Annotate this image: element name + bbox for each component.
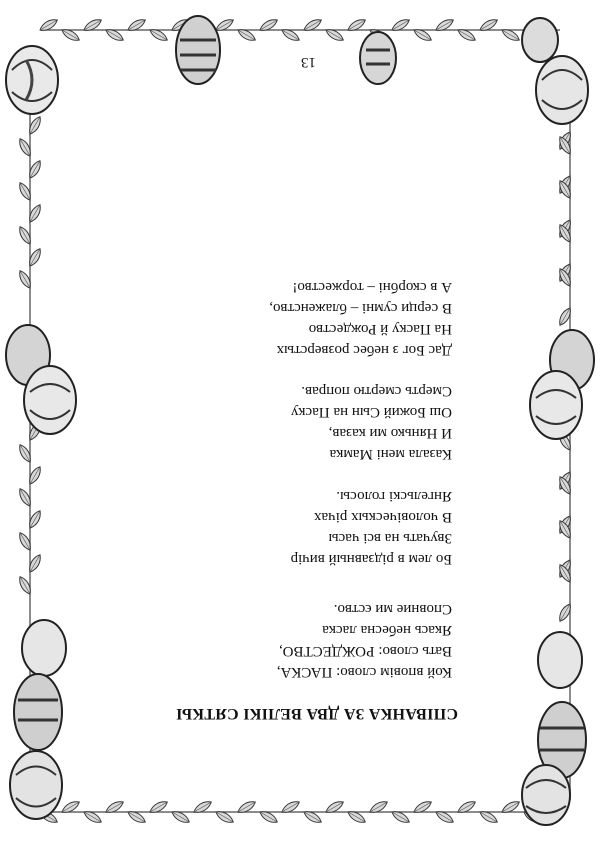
stanza [291, 485, 452, 569]
poem-line: Дас Бог з небес розверстых [276, 342, 452, 358]
poem-line: А в скорбні – торжество! [292, 279, 452, 295]
poem-line: В серци сумні – блаженство, [269, 300, 452, 316]
stanza [277, 598, 452, 682]
stanza [291, 380, 452, 464]
stanza [269, 276, 452, 360]
poem-line: Вать слово: РОЖДЕСТВО, [278, 643, 452, 659]
poem-line: Якась небесна ласка [322, 622, 452, 638]
page-number: 13 [301, 54, 316, 70]
poem-line: На Паску й Рождество [308, 321, 452, 337]
poem-line: Ош Божий Сын на Паску [290, 404, 452, 420]
poem-line: В чоловіческых річах [313, 509, 452, 525]
poem-line: Бо лем в рідзавный вичір [290, 551, 452, 567]
poem-title: СПІВАНКА ЗА ДВА ВЕЛІКІ СЯТКЫ [176, 705, 458, 722]
poem-line: И Нянько ми казав, [328, 425, 452, 441]
poem-line: Звучать на всі часы [328, 530, 452, 546]
poem-line: Сповние ми єство. [333, 601, 452, 617]
poem-line: Казала мені Мамка [329, 446, 452, 462]
poem-line: Смерть смертю поправ. [301, 383, 452, 399]
poem-line: Кой вповім слово: ПАСКА, [276, 664, 452, 680]
poem-line: Янгельскі голосы. [336, 488, 452, 504]
